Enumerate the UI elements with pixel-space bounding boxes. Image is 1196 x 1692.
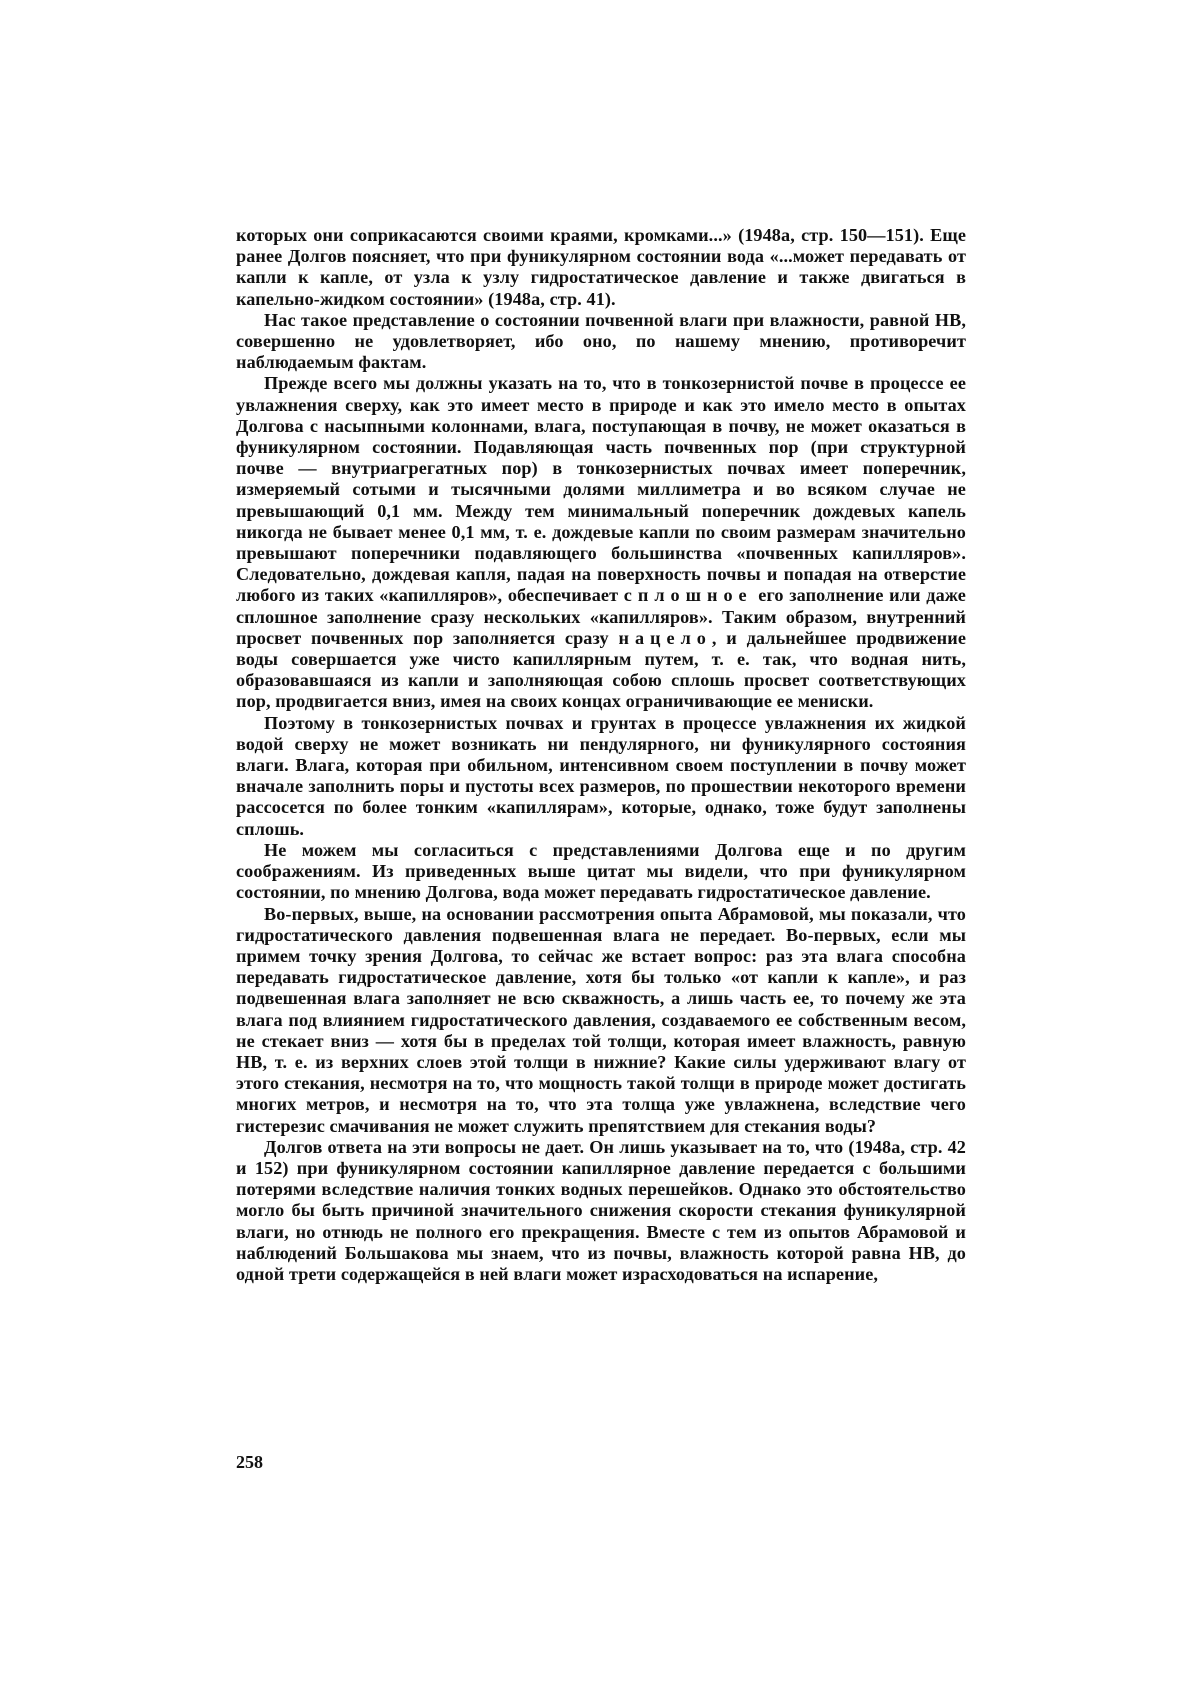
spaced-emphasis-text: нацело [618, 627, 712, 648]
paragraph [236, 373, 966, 712]
spaced-emphasis-text: сплошное [623, 585, 753, 606]
paragraph-text: его заполнение или даже сплошное заполнение сразу нескольких «капилляров». Таким образом, внутренний просвет почвенных пор заполняется сразу [236, 585, 966, 648]
paragraph [236, 713, 966, 840]
paragraph-text: Нас такое представление о состоянии почвенной влаги при влажности, равной НВ, совершенно не удовлетворяет, ибо оно, по нашему мнению, противоречит наблюдаемым фактам. [236, 309, 966, 373]
paragraph [236, 904, 966, 1137]
body-text [236, 225, 966, 1285]
paragraph-text: Прежде всего мы должны указать на то, что в тонкозернистой почве в процессе ее увлажнения сверху, как это имеет место в природе и как это имело место в опытах Долгова с насыпными колоннами, влага, поступающая в почву, не может оказаться в фуникулярном состоянии. Подавляющая часть почвенных пор (при структурной почве — внутриагрегатных пор) в тонкозернистых почвах имеет поперечник, измеряемый сотыми и тысячными долями миллиметра и во всяком случае не превышающий 0,1 мм. Между тем минимальный поперечник дождевых капель никогда не бывает менее 0,1 мм, т. е. дождевые капли по своим размерам значительно превышают поперечники подавляющего большинства «почвенных капилляров». Следовательно, дождевая капля, падая на поверхность почвы и попадая на отверстие любого из таких «капилляров», обеспечивает [236, 373, 966, 606]
page-number: 258 [236, 1452, 263, 1472]
paragraph-text: Во-первых, выше, на основании рассмотрения опыта Абрамовой, мы показали, что гидростатического давления подвешенная влага не передает. Во-первых, если мы примем точку зрения Долгова, то сейчас же встает вопрос: раз эта влага способна передавать гидростатическое давление, хотя бы только «от капли к капле», и раз подвешенная влага заполняет не всю скважность, а лишь часть ее, то почему же эта влага под влиянием гидростатического давления, создаваемого ее собственным весом, не стекает вниз — хотя бы в пределах той толщи, которая имеет влажность, равную НВ, т. е. из верхних слоев этой толщи в нижние? Какие силы удерживают влагу от этого стекания, несмотря на то, что мощность такой толщи в природе может достигать многих метров, и несмотря на то, что эта толща уже увлажнена, вследствие чего гистерезис смачивания не может служить препятствием для стекания воды? [236, 903, 966, 1136]
paragraph [236, 225, 966, 310]
paragraph [236, 1137, 966, 1285]
paragraph [236, 840, 966, 904]
paragraph-text: которых они соприкасаются своими краями, кромками...» (1948а, стр. 150—151). Еще ранее Долгов поясняет, что при фуникулярном состоянии вода «...может передавать от капли к капле, от узла к узлу гидростатическое давление и также двигаться в капельно-жидком состоянии» (1948а, стр. 41). [236, 225, 966, 309]
paragraph-text: Поэтому в тонкозернистых почвах и грунтах в процессе увлажнения их жидкой водой сверху не может возникать ни пендулярного, ни фуникулярного состояния влаги. Влага, которая при обильном, интенсивном своем поступлении в почву может вначале заполнить поры и пустоты всех размеров, по прошествии некоторого времени рассосется по более тонким «капиллярам», которые, однако, тоже будут заполнены сплошь. [236, 712, 966, 839]
paragraph [236, 310, 966, 374]
paragraph-text: Долгов ответа на эти вопросы не дает. Он лишь указывает на то, что (1948а, стр. 42 и 152) при фуникулярном состоянии капиллярное давление передается с большими потерями вследствие наличия тонких водных перешейков. Однако это обстоятельство могло бы быть причиной значительного снижения скорости стекания фуникулярной влаги, но отнюдь не полного его прекращения. Вместе с тем из опытов Абрамовой и наблюдений Большакова мы знаем, что из почвы, влажность которой равна НВ, до одной трети содержащейся в ней влаги может израсходоваться на испарение, [236, 1136, 966, 1284]
paragraph-text: , и дальнейшее продвижение воды совершается уже чисто капиллярным путем, т. е. так, что водная нить, образовавшаяся из капли и заполняющая собою сплошь просвет соответствующих пор, продвигается вниз, имея на своих концах ограничивающие ее мениски. [236, 627, 966, 712]
paragraph-text: Не можем мы согласиться с представлениями Долгова еще и по другим соображениям. Из приведенных выше цитат мы видели, что при фуникулярном состоянии, по мнению Долгова, вода может передавать гидростатическое давление. [236, 839, 966, 903]
